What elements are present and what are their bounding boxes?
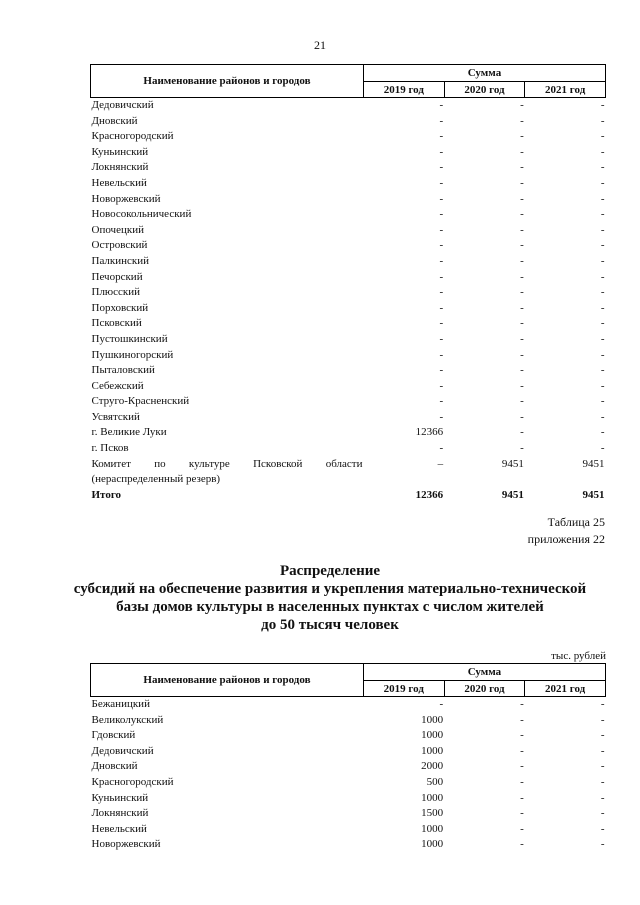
- cell-2021: -: [600, 161, 605, 174]
- cell-2021: -: [600, 426, 605, 439]
- district-name: Великолукский: [91, 713, 164, 726]
- district-name: Пыталовский: [91, 364, 155, 377]
- cell-2019: -: [439, 208, 444, 221]
- cell-2020: -: [520, 286, 524, 299]
- district-name: Островский: [91, 239, 148, 252]
- cell-2020: -: [520, 301, 524, 314]
- table-row: [91, 238, 606, 254]
- table-row: [91, 425, 606, 441]
- cell-2021: -: [600, 270, 605, 283]
- table-row: [91, 713, 606, 729]
- table-row: [91, 223, 606, 239]
- cell-2019: 500: [426, 775, 444, 788]
- cell-2019: -: [439, 301, 444, 314]
- cell-2020: -: [520, 161, 524, 174]
- cell-2019: -: [439, 379, 444, 392]
- cell-2019: -: [439, 114, 444, 127]
- table-row: [91, 207, 606, 223]
- district-name: Куньинский: [91, 791, 149, 804]
- cell-2021: -: [600, 744, 605, 757]
- cell-2020: -: [520, 775, 524, 788]
- cell-2021: -: [600, 698, 605, 710]
- district-name: Усвятский: [91, 410, 140, 423]
- header-name: Наименование районов и городов: [91, 65, 364, 98]
- title-line: до 50 тысяч человек: [261, 617, 399, 633]
- cell-2021: -: [600, 791, 605, 804]
- cell-2020: -: [520, 379, 524, 392]
- cell-2019: -: [439, 442, 444, 455]
- cell-2020: -: [520, 426, 524, 439]
- district-name: Красногородский: [91, 130, 174, 143]
- table-row: [91, 316, 606, 332]
- cell-2021: -: [600, 99, 605, 111]
- cell-2021: -: [600, 442, 605, 455]
- cell-2021: -: [600, 838, 605, 851]
- title-line: субсидий на обеспечение развития и укрепления материально-технической: [73, 581, 587, 597]
- unit-label: тыс. рублей: [551, 650, 606, 662]
- cell-2019: 12366: [415, 426, 444, 439]
- table-row: [91, 285, 606, 301]
- cell-2019: -: [439, 254, 444, 267]
- cell-2021: -: [600, 176, 605, 189]
- cell-2020: -: [520, 698, 524, 710]
- cell-2019: -: [439, 395, 444, 408]
- cell-2019: -: [439, 239, 444, 252]
- table-row-committee-note: [91, 472, 606, 488]
- district-name: Бежаницкий: [91, 698, 150, 710]
- table-row: [91, 697, 606, 713]
- cell-2020: -: [520, 99, 524, 111]
- cell-2021: -: [600, 395, 605, 408]
- table-row: [91, 301, 606, 317]
- cell-2019: -: [439, 698, 444, 710]
- table-row: [91, 176, 606, 192]
- cell-2021: -: [600, 775, 605, 788]
- cell-2020: -: [520, 208, 524, 221]
- district-name: Гдовский: [91, 729, 136, 742]
- district-name: Новоржевский: [91, 838, 161, 851]
- committee-note: (нераспределенный резерв): [91, 473, 221, 486]
- table-row: [91, 98, 606, 114]
- table-row: [91, 270, 606, 286]
- district-name: Дновский: [91, 114, 138, 127]
- header-year-2021: 2021 год: [525, 681, 606, 697]
- table-row-committee: [91, 457, 606, 473]
- cell-2020: -: [520, 838, 524, 851]
- district-name: Пушкиногорский: [91, 348, 174, 361]
- cell-2021: -: [600, 760, 605, 773]
- district-name: Дновский: [91, 760, 138, 773]
- table-row: [91, 192, 606, 208]
- total-label: Итого: [91, 488, 122, 501]
- district-name: Куньинский: [91, 145, 149, 158]
- title-line: Распределение: [279, 563, 381, 579]
- table-row: [91, 114, 606, 130]
- cell-2021: -: [600, 130, 605, 143]
- header-sum: Сумма: [363, 664, 605, 681]
- header-year-2019: 2019 год: [363, 681, 444, 697]
- cell-2019: -: [439, 223, 444, 236]
- cell-2021: -: [600, 254, 605, 267]
- budget-table-1: [90, 64, 606, 503]
- cell-2020: -: [520, 176, 524, 189]
- district-name: Локнянский: [91, 161, 149, 174]
- table-row: [91, 441, 606, 457]
- district-name: Дедовичский: [91, 99, 154, 111]
- total-2019: 12366: [415, 488, 444, 501]
- title-line: базы домов культуры в населенных пунктах с числом жителей: [116, 599, 544, 615]
- cell-2020: -: [520, 239, 524, 252]
- table-row: [91, 254, 606, 270]
- district-name: г. Великие Луки: [91, 426, 167, 439]
- committee-name: Комитет по культуре Псковской области: [91, 457, 363, 470]
- cell-2019: -: [439, 192, 444, 205]
- cell-2020: -: [520, 114, 524, 127]
- table-number: Таблица 25: [547, 515, 605, 529]
- section-title: [60, 562, 600, 634]
- total-2020: 9451: [501, 488, 524, 501]
- cell-2019: -: [439, 286, 444, 299]
- cell-2021: -: [600, 145, 605, 158]
- cell-2021: -: [600, 410, 605, 423]
- cell-2021: -: [600, 239, 605, 252]
- district-name: Пустошкинский: [91, 332, 168, 345]
- district-name: Дедовичский: [91, 744, 154, 757]
- budget-table-2: [90, 663, 606, 853]
- cell-2021: -: [600, 317, 605, 330]
- table-row: [91, 791, 606, 807]
- table-row: [91, 837, 606, 853]
- table-row: [91, 728, 606, 744]
- cell-2020: 9451: [501, 457, 524, 470]
- cell-2021: -: [600, 332, 605, 345]
- cell-2021: -: [600, 379, 605, 392]
- table-row: [91, 822, 606, 838]
- cell-2020: -: [520, 744, 524, 757]
- cell-2021: -: [600, 192, 605, 205]
- table-row: [91, 775, 606, 791]
- header-year-2019: 2019 год: [363, 82, 444, 98]
- cell-2020: -: [520, 223, 524, 236]
- table-row: [91, 160, 606, 176]
- district-name: Красногородский: [91, 775, 174, 788]
- cell-2019: -: [439, 130, 444, 143]
- cell-2019: -: [439, 332, 444, 345]
- district-name: Себежский: [91, 379, 144, 392]
- cell-2020: -: [520, 729, 524, 742]
- cell-2020: -: [520, 442, 524, 455]
- cell-2020: -: [520, 760, 524, 773]
- district-name: Невельский: [91, 176, 147, 189]
- district-name: Локнянский: [91, 807, 149, 820]
- header-name: Наименование районов и городов: [91, 664, 364, 697]
- district-name: Струго-Красненский: [91, 395, 190, 408]
- district-name: Опочецкий: [91, 223, 144, 236]
- table-row: [91, 332, 606, 348]
- table-caption: [528, 514, 605, 548]
- cell-2020: -: [520, 807, 524, 820]
- cell-2021: -: [600, 301, 605, 314]
- cell-2019: 1000: [421, 713, 444, 726]
- table-row: [91, 363, 606, 379]
- district-name: Печорский: [91, 270, 143, 283]
- cell-2021: -: [600, 364, 605, 377]
- cell-2021: -: [600, 348, 605, 361]
- table-row: [91, 744, 606, 760]
- table-row: [91, 129, 606, 145]
- district-name: г. Псков: [91, 442, 129, 455]
- table-row: [91, 410, 606, 426]
- cell-2020: -: [520, 254, 524, 267]
- cell-2020: -: [520, 192, 524, 205]
- table-row: [91, 348, 606, 364]
- cell-2019: 1000: [421, 744, 444, 757]
- cell-2019: -: [439, 176, 444, 189]
- cell-2020: -: [520, 791, 524, 804]
- header-sum: Сумма: [363, 65, 605, 82]
- cell-2020: -: [520, 713, 524, 726]
- district-name: Порховский: [91, 301, 149, 314]
- cell-2021: 9451: [582, 457, 605, 470]
- table-row: [91, 394, 606, 410]
- cell-2019: -: [439, 317, 444, 330]
- cell-2019: -: [439, 145, 444, 158]
- district-name: Палкинский: [91, 254, 150, 267]
- cell-2020: -: [520, 130, 524, 143]
- appendix-number: приложения 22: [527, 532, 605, 546]
- table-row: [91, 806, 606, 822]
- header-year-2021: 2021 год: [525, 82, 606, 98]
- cell-2021: -: [600, 223, 605, 236]
- cell-2021: -: [600, 822, 605, 835]
- cell-2020: -: [520, 410, 524, 423]
- district-name: Новоржевский: [91, 192, 161, 205]
- table-row: [91, 379, 606, 395]
- cell-2019: -: [439, 161, 444, 174]
- cell-2020: -: [520, 332, 524, 345]
- cell-2019: 1000: [421, 729, 444, 742]
- cell-2019: 1500: [421, 807, 444, 820]
- table-row: [91, 145, 606, 161]
- cell-2019: 1000: [421, 822, 444, 835]
- cell-2019: -: [439, 270, 444, 283]
- cell-2019: -: [439, 99, 444, 111]
- page-number: 21: [314, 38, 326, 52]
- total-2021: 9451: [582, 488, 605, 501]
- district-name: Плюсский: [91, 286, 141, 299]
- cell-2020: -: [520, 364, 524, 377]
- district-name: Новосокольнический: [91, 208, 192, 221]
- cell-2020: -: [520, 270, 524, 283]
- cell-2021: -: [600, 807, 605, 820]
- district-name: Псковский: [91, 317, 142, 330]
- table-row: [91, 759, 606, 775]
- cell-2020: -: [520, 395, 524, 408]
- cell-2020: -: [520, 317, 524, 330]
- cell-2020: -: [520, 145, 524, 158]
- cell-2019: -: [439, 348, 444, 361]
- cell-2021: -: [600, 713, 605, 726]
- cell-2019: -: [439, 364, 444, 377]
- cell-2021: -: [600, 286, 605, 299]
- table-row-total: [91, 488, 606, 504]
- cell-2021: -: [600, 208, 605, 221]
- cell-2019: 1000: [421, 838, 444, 851]
- header-year-2020: 2020 год: [444, 681, 525, 697]
- cell-2021: -: [600, 729, 605, 742]
- cell-2019: -: [439, 410, 444, 423]
- cell-2019: 2000: [421, 760, 444, 773]
- district-name: Невельский: [91, 822, 147, 835]
- cell-2019: –: [437, 457, 444, 470]
- cell-2020: -: [520, 348, 524, 361]
- cell-2021: -: [600, 114, 605, 127]
- header-year-2020: 2020 год: [444, 82, 525, 98]
- cell-2020: -: [520, 822, 524, 835]
- cell-2019: 1000: [421, 791, 444, 804]
